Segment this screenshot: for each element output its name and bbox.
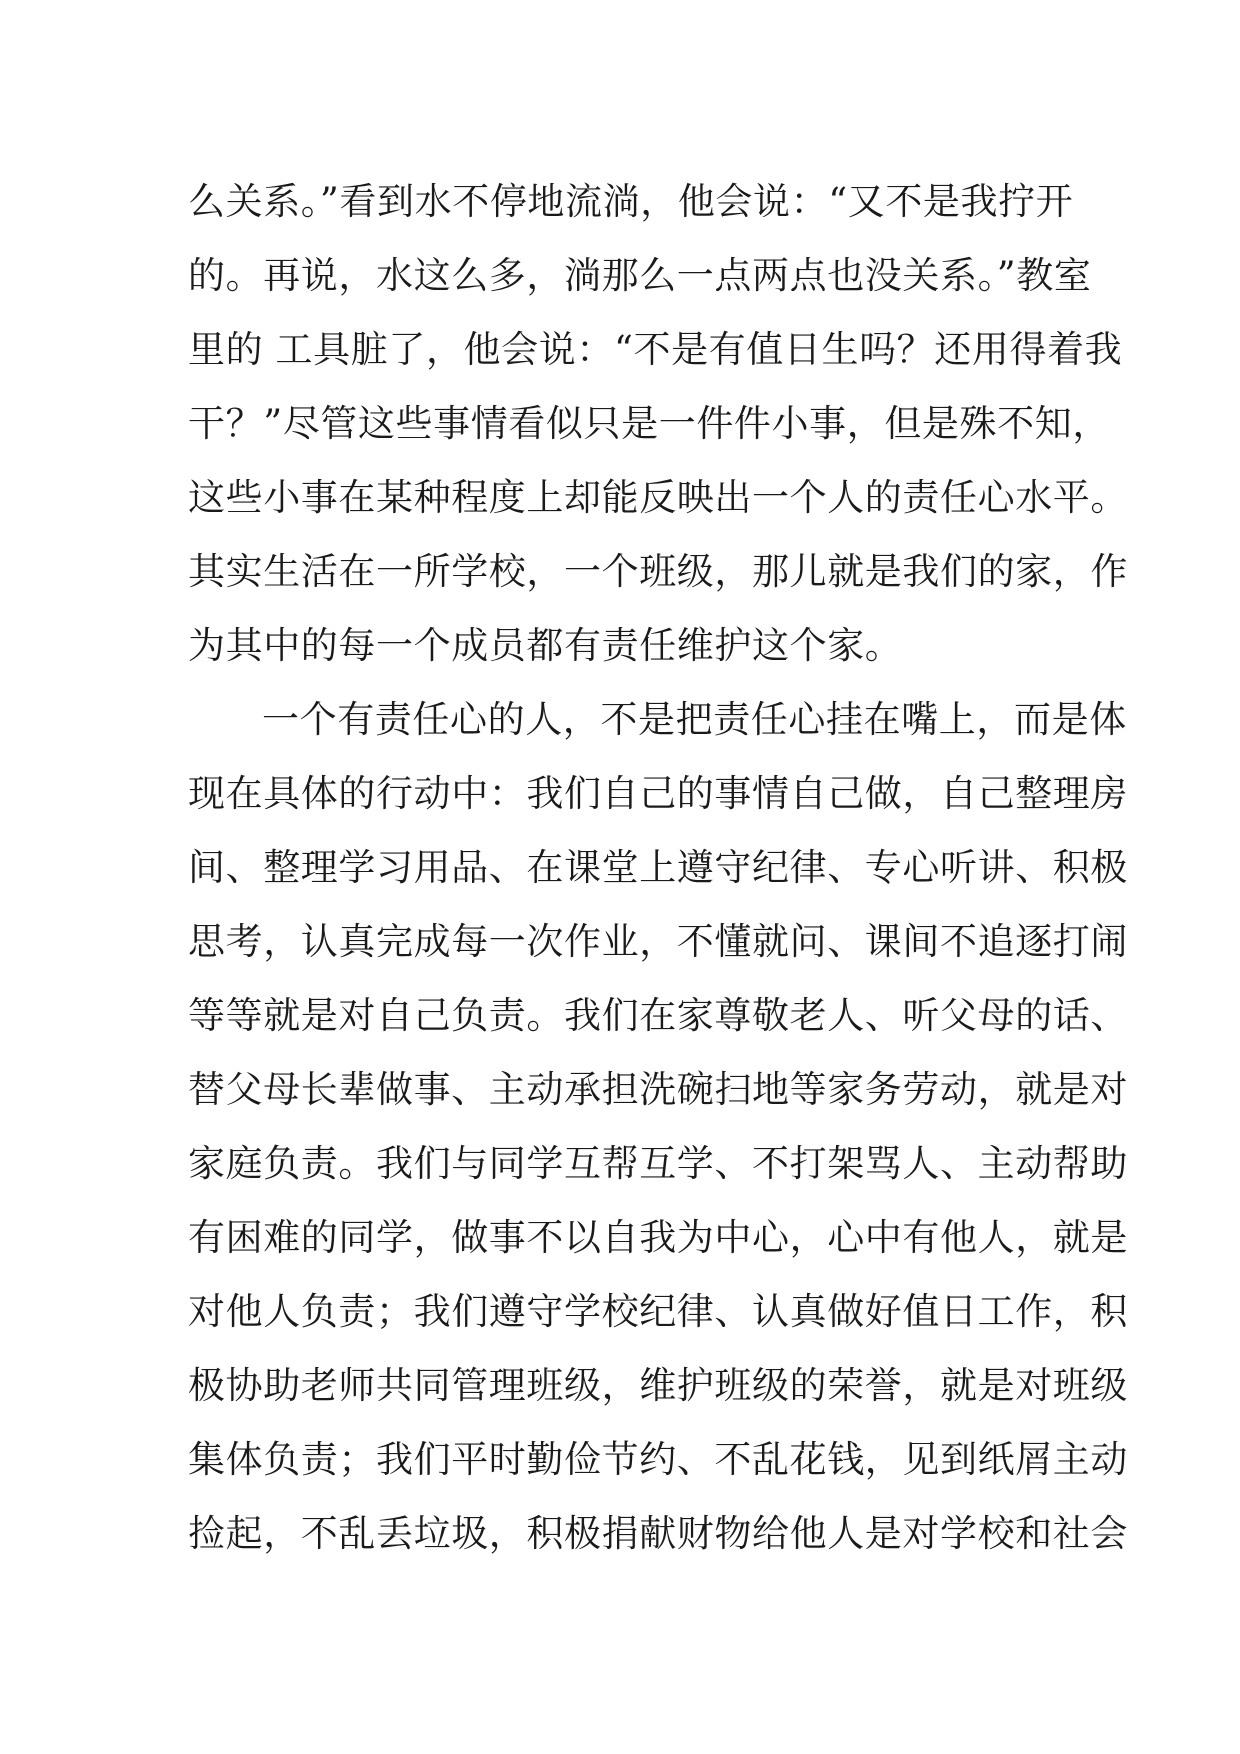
text-line: 对他人负责；我们遵守学校纪律、认真做好值日工作，积	[188, 1290, 1128, 1333]
text-line: 么关系。”看到水不停地流淌，他会说：“又不是我拧开	[188, 180, 1074, 223]
text-line: 捡起，不乱丢垃圾，积极捐献财物给他人是对学校和社会	[188, 1512, 1128, 1555]
text-line: 替父母长辈做事、主动承担洗碗扫地等家务劳动，就是对	[188, 1068, 1128, 1111]
text-line: 的。再说，水这么多，淌那么一点两点也没关系。”教室	[188, 254, 1092, 297]
text-line: 里的 工具脏了，他会说：“不是有值日生吗？还用得着我	[188, 328, 1123, 371]
paragraph-first-line: 一个有责任心的人，不是把责任心挂在嘴上，而是体	[262, 698, 1127, 741]
body-text	[188, 165, 1128, 1571]
text-line: 干？”尽管这些事情看似只是一件件小事，但是殊不知，	[188, 402, 1110, 445]
text-line: 集体负责；我们平时勤俭节约、不乱花钱，见到纸屑主动	[188, 1438, 1128, 1481]
text-line: 这些小事在某种程度上却能反映出一个人的责任心水平。	[188, 476, 1128, 519]
text-line: 极协助老师共同管理班级，维护班级的荣誉，就是对班级	[188, 1364, 1128, 1407]
text-line: 思考，认真完成每一次作业，不懂就问、课间不追逐打闹	[188, 920, 1128, 963]
text-line: 其实生活在一所学校，一个班级，那儿就是我们的家，作	[188, 550, 1128, 593]
text-line: 间、整理学习用品、在课堂上遵守纪律、专心听讲、积极	[188, 846, 1128, 889]
text-line: 家庭负责。我们与同学互帮互学、不打架骂人、主动帮助	[188, 1142, 1128, 1185]
text-line: 有困难的同学，做事不以自我为中心，心中有他人，就是	[188, 1216, 1128, 1259]
text-line: 现在具体的行动中：我们自己的事情自己做，自己整理房	[188, 772, 1128, 815]
text-line: 为其中的每一个成员都有责任维护这个家。	[188, 624, 903, 667]
text-line: 等等就是对自己负责。我们在家尊敬老人、听父母的话、	[188, 994, 1128, 1037]
